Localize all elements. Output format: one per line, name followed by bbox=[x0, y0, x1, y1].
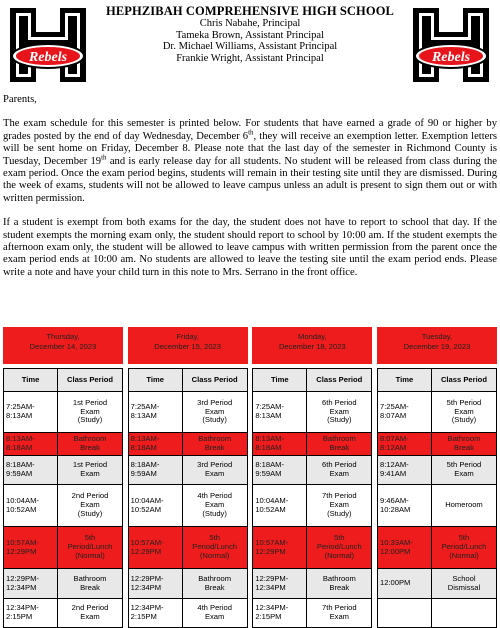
exam-schedule bbox=[3, 327, 497, 628]
column-header-period: Class Period bbox=[58, 369, 123, 392]
table-row bbox=[128, 485, 247, 527]
day-date: December 15, 2023 bbox=[154, 341, 221, 351]
table-row bbox=[377, 392, 496, 433]
time-cell bbox=[377, 599, 431, 628]
period-cell: 1st Period Exam bbox=[58, 456, 123, 485]
time-cell: 12:00PM bbox=[377, 569, 431, 599]
period-cell: Bathroom Break bbox=[182, 433, 247, 456]
table-row bbox=[253, 433, 372, 456]
time-cell: 8:13AM- 8:18AM bbox=[253, 433, 307, 456]
period-cell: 5th Period Exam (Study) bbox=[431, 392, 496, 433]
staff-assistant-principal-1: Tameka Brown, Assistant Principal bbox=[176, 29, 324, 41]
table-row bbox=[128, 569, 247, 599]
paragraph-text: The exam schedule for this semester is printed below. For students that have earned a grade of 90 or higher by grades posted by the end of day Wednesday, December 6 bbox=[3, 118, 497, 142]
column-header-time: Time bbox=[128, 369, 182, 392]
period-cell: Bathroom Break bbox=[58, 569, 123, 599]
svg-text:Rebels: Rebels bbox=[431, 50, 471, 65]
table-row bbox=[253, 569, 372, 599]
period-cell: 4th Period Exam (Study) bbox=[182, 485, 247, 527]
day-header bbox=[3, 327, 123, 364]
column-header-time: Time bbox=[377, 369, 431, 392]
day-date: December 14, 2023 bbox=[29, 341, 97, 351]
time-cell: 12:29PM- 12:34PM bbox=[4, 569, 58, 599]
schedule-day-3 bbox=[377, 327, 497, 628]
schedule-table bbox=[3, 368, 123, 628]
table-row bbox=[4, 392, 123, 433]
period-cell: Bathroom Break bbox=[431, 433, 496, 456]
day-date: December 19, 2023 bbox=[403, 341, 471, 351]
time-cell: 10:57AM- 12:29PM bbox=[128, 527, 182, 569]
day-name: Friday, bbox=[176, 332, 199, 341]
svg-text:Rebels: Rebels bbox=[28, 50, 68, 65]
time-cell: 7:25AM- 8:13AM bbox=[128, 392, 182, 433]
day-header bbox=[377, 327, 497, 364]
staff-assistant-principal-3: Frankie Wright, Assistant Principal bbox=[176, 52, 324, 64]
time-cell: 12:29PM- 12:34PM bbox=[253, 569, 307, 599]
time-cell: 8:07AM- 8:12AM bbox=[377, 433, 431, 456]
time-cell: 8:18AM- 9:59AM bbox=[4, 456, 58, 485]
period-cell: 6th Period Exam bbox=[307, 456, 372, 485]
paragraph-text: , they will receive an exemption letter. Exemption letters will be sent home on Friday, December 8. Please note that the last day of the semester in Richmond County is Tuesday, December 19 bbox=[3, 130, 498, 167]
letterhead bbox=[95, 4, 405, 64]
time-cell: 10:57AM- 12:29PM bbox=[4, 527, 58, 569]
table-row bbox=[253, 599, 372, 628]
table-row bbox=[128, 456, 247, 485]
period-cell: School Dismissal bbox=[431, 569, 496, 599]
column-header-period: Class Period bbox=[307, 369, 372, 392]
time-cell: 10:04AM- 10:52AM bbox=[253, 485, 307, 527]
period-cell: 3rd Period Exam (Study) bbox=[182, 392, 247, 433]
period-cell: 5th Period/Lunch (Normal) bbox=[182, 527, 247, 569]
period-cell: Bathroom Break bbox=[307, 433, 372, 456]
period-cell: 5th Period Exam bbox=[431, 456, 496, 485]
period-cell: Bathroom Break bbox=[182, 569, 247, 599]
time-cell: 10:04AM- 10:52AM bbox=[128, 485, 182, 527]
ordinal-suffix: th bbox=[248, 128, 254, 137]
time-cell: 12:29PM- 12:34PM bbox=[128, 569, 182, 599]
table-row bbox=[4, 527, 123, 569]
period-cell: 5th Period/Lunch (Normal) bbox=[431, 527, 496, 569]
table-row bbox=[4, 485, 123, 527]
day-date: December 18, 2023 bbox=[278, 341, 346, 351]
table-row bbox=[377, 569, 496, 599]
school-logo-right bbox=[409, 6, 493, 84]
period-cell: 3rd Period Exam bbox=[182, 456, 247, 485]
table-row bbox=[377, 485, 496, 527]
day-name: Monday, bbox=[298, 332, 327, 341]
table-row bbox=[128, 599, 247, 628]
day-header bbox=[128, 327, 248, 364]
period-cell: Bathroom Break bbox=[307, 569, 372, 599]
period-cell: 6th Period Exam (Study) bbox=[307, 392, 372, 433]
time-cell: 8:13AM- 8:18AM bbox=[128, 433, 182, 456]
paragraph-text: and is early release day for all students. No student will be released from class during the exam period. Once the exam period begins, students will remain in their testing site until they are dismissed. During the week of exams, students will not be allowed to leave campus unless an adult is present to sign them out or with written permission. bbox=[3, 155, 497, 204]
period-cell: 5th Period/Lunch (Normal) bbox=[58, 527, 123, 569]
period-cell: 2nd Period Exam bbox=[58, 599, 123, 628]
time-cell: 10:57AM- 12:29PM bbox=[253, 527, 307, 569]
time-cell: 10:33AM- 12:00PM bbox=[377, 527, 431, 569]
time-cell: 9:46AM- 10:28AM bbox=[377, 485, 431, 527]
schedule-day-0 bbox=[3, 327, 123, 628]
time-cell: 12:34PM- 2:15PM bbox=[4, 599, 58, 628]
column-header-period: Class Period bbox=[182, 369, 247, 392]
rebels-h-logo-icon bbox=[409, 6, 493, 84]
period-cell: 2nd Period Exam (Study) bbox=[58, 485, 123, 527]
rebels-h-logo-icon bbox=[6, 6, 90, 84]
time-cell: 7:25AM- 8:07AM bbox=[377, 392, 431, 433]
column-header-time: Time bbox=[4, 369, 58, 392]
table-row bbox=[253, 392, 372, 433]
table-row bbox=[377, 433, 496, 456]
table-row bbox=[377, 456, 496, 485]
period-cell: Homeroom bbox=[431, 485, 496, 527]
time-cell: 10:04AM- 10:52AM bbox=[4, 485, 58, 527]
period-cell: Bathroom Break bbox=[58, 433, 123, 456]
period-cell: 5th Period/Lunch (Normal) bbox=[307, 527, 372, 569]
staff-principal: Chris Nabahe, Principal bbox=[199, 18, 301, 29]
schedule-table bbox=[128, 368, 248, 628]
table-row bbox=[377, 599, 496, 628]
period-cell bbox=[431, 599, 496, 628]
school-name: HEPHZIBAH COMPREHENSIVE HIGH SCHOOL bbox=[106, 4, 394, 18]
table-row bbox=[253, 527, 372, 569]
period-cell: 7th Period Exam (Study) bbox=[307, 485, 372, 527]
column-header-period: Class Period bbox=[431, 369, 496, 392]
period-cell: 1st Period Exam (Study) bbox=[58, 392, 123, 433]
letter-body bbox=[3, 94, 497, 291]
table-row bbox=[4, 569, 123, 599]
ordinal-suffix: th bbox=[101, 153, 107, 162]
time-cell: 8:18AM- 9:59AM bbox=[128, 456, 182, 485]
time-cell: 8:13AM- 8:18AM bbox=[4, 433, 58, 456]
period-cell: 7th Period Exam bbox=[307, 599, 372, 628]
table-row bbox=[4, 456, 123, 485]
table-row bbox=[4, 599, 123, 628]
period-cell: 4th Period Exam bbox=[182, 599, 247, 628]
schedule-day-1 bbox=[128, 327, 248, 628]
time-cell: 8:18AM- 9:59AM bbox=[253, 456, 307, 485]
schedule-table bbox=[252, 368, 372, 628]
time-cell: 12:34PM- 2:15PM bbox=[253, 599, 307, 628]
schedule-day-2 bbox=[252, 327, 372, 628]
paragraph-exempt-students: If a student is exempt from both exams for the day, the student does not have to report to school that day. If the student exempts the morning exam only, the student should report to school by 10:00 am. If the student exempts the afternoon exam only, the student will be allowed to leave campus with written permission from the parent once the exam period ends at 10:00 am. No students are allowed to leave the testing site until the exam period ends. Please write a note and have your child turn in this note to Mrs. Serrano in the front office. bbox=[3, 217, 497, 278]
day-name: Thursday, bbox=[46, 332, 80, 341]
schedule-table bbox=[377, 368, 497, 628]
table-row bbox=[128, 433, 247, 456]
table-row bbox=[377, 527, 496, 569]
salutation: Parents, bbox=[3, 94, 37, 105]
table-row bbox=[128, 392, 247, 433]
day-name: Tuesday, bbox=[421, 332, 453, 341]
time-cell: 8:12AM- 9:41AM bbox=[377, 456, 431, 485]
day-header bbox=[252, 327, 372, 364]
table-row bbox=[128, 527, 247, 569]
table-row bbox=[253, 456, 372, 485]
staff-assistant-principal-2: Dr. Michael Williams, Assistant Principal bbox=[162, 41, 338, 52]
table-row bbox=[253, 485, 372, 527]
column-header-time: Time bbox=[253, 369, 307, 392]
school-logo-left bbox=[6, 6, 90, 84]
time-cell: 7:25AM- 8:13AM bbox=[4, 392, 58, 433]
time-cell: 12:34PM- 2:15PM bbox=[128, 599, 182, 628]
paragraph-exemptions bbox=[3, 118, 497, 205]
table-row bbox=[4, 433, 123, 456]
time-cell: 7:25AM- 8:13AM bbox=[253, 392, 307, 433]
